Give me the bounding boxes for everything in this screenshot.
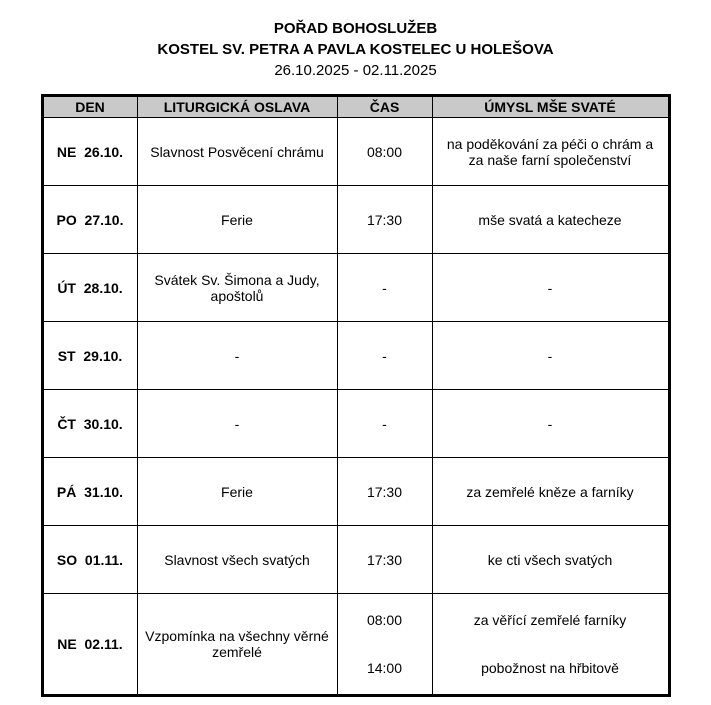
column-header-cas: ČAS — [337, 96, 432, 118]
table-header-row — [42, 96, 669, 118]
celebration-cell: Ferie — [137, 186, 337, 254]
intention-cell: - — [432, 322, 669, 390]
table-row — [42, 254, 669, 322]
time-cell: 08:00 — [337, 118, 432, 186]
time-cell: - — [337, 390, 432, 458]
time-cell: 17:30 — [337, 526, 432, 594]
day-cell: NE 02.11. — [42, 594, 137, 696]
time-cell: 17:30 — [337, 458, 432, 526]
intention-cell: ke cti všech svatých — [432, 526, 669, 594]
document-title: POŘAD BOHOSLUŽEB — [273, 20, 438, 37]
day-cell: SO 01.11. — [42, 526, 137, 594]
intention-cell: - — [432, 254, 669, 322]
column-header-oslava: LITURGICKÁ OSLAVA — [137, 96, 337, 118]
time-cell: - — [337, 254, 432, 322]
time-entry-1: 08:00 — [366, 612, 403, 628]
schedule-table — [41, 94, 671, 697]
celebration-cell: Ferie — [137, 458, 337, 526]
table-row — [42, 118, 669, 186]
table-row — [42, 458, 669, 526]
celebration-cell: Slavnost všech svatých — [137, 526, 337, 594]
table-row — [42, 594, 669, 696]
day-cell: ČT 30.10. — [42, 390, 137, 458]
table-row — [42, 390, 669, 458]
column-header-den: DEN — [42, 96, 137, 118]
intention-cell: mše svatá a katecheze — [432, 186, 669, 254]
intention-cell: na poděkování za péči o chrám a za naše farní společenství — [432, 118, 669, 186]
time-cell: 17:30 — [337, 186, 432, 254]
document-header — [0, 18, 711, 81]
day-cell: PO 27.10. — [42, 186, 137, 254]
intention-entry-2: pobožnost na hřbitově — [481, 660, 619, 676]
column-header-umysl: ÚMYSL MŠE SVATÉ — [432, 96, 669, 118]
time-cell: - — [337, 322, 432, 390]
table-row — [42, 526, 669, 594]
day-cell: ST 29.10. — [42, 322, 137, 390]
celebration-cell: - — [137, 322, 337, 390]
celebration-cell: Slavnost Posvěcení chrámu — [137, 118, 337, 186]
intention-cell: za zemřelé kněze a farníky — [432, 458, 669, 526]
table-row — [42, 322, 669, 390]
day-cell: ÚT 28.10. — [42, 254, 137, 322]
celebration-cell: - — [137, 390, 337, 458]
intention-cell: - — [432, 390, 669, 458]
day-cell: PÁ 31.10. — [42, 458, 137, 526]
date-range: 26.10.2025 - 02.11.2025 — [274, 62, 437, 79]
time-cell — [337, 594, 432, 696]
intention-cell — [432, 594, 669, 696]
time-entry-2: 14:00 — [366, 660, 403, 676]
celebration-cell: Svátek Sv. Šimona a Judy, apoštolů — [137, 254, 337, 322]
church-name: KOSTEL SV. PETRA A PAVLA KOSTELEC U HOLEŠOVA — [157, 41, 554, 58]
table-row — [42, 186, 669, 254]
day-cell: NE 26.10. — [42, 118, 137, 186]
intention-entry-1: za věřící zemřelé farníky — [473, 612, 627, 628]
celebration-cell: Vzpomínka na všechny věrné zemřelé — [137, 594, 337, 696]
